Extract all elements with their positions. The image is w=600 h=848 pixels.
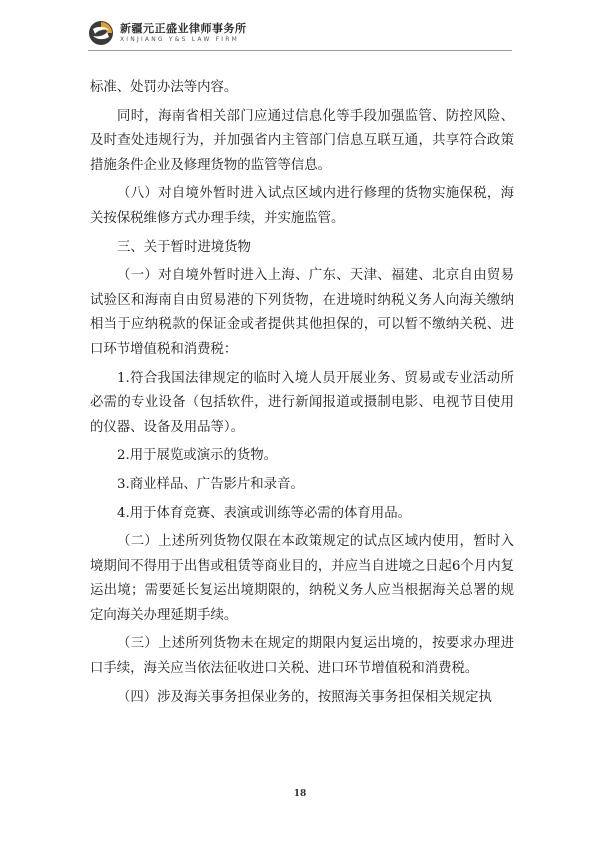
paragraph: （三）上述所列货物未在规定的期限内复运出境的，按要求办理进口手续，海关应当依法征收进口关税、进口环节增值税和消费税。: [90, 636, 514, 677]
document-body: [90, 76, 514, 714]
list-item: 4.用于体育竞赛、表演或训练等必需的体育用品。: [117, 505, 411, 521]
firm-name-cn: 新疆元正盛业律师事务所: [120, 22, 247, 35]
page-number: 18: [293, 789, 307, 799]
paragraph: （一）对自境外暂时进入上海、广东、天津、福建、北京自由贸易试验区和海南自由贸易港的下列货物，在进境时纳税义务人向海关缴纳相当于应纳税款的保证金或者提供其他担保的，可以暂不缴纳关税、进口环节增值税和消费税：: [90, 268, 514, 357]
paragraph: （四）涉及海关事务担保业务的，按照海关事务担保相关规定执: [117, 689, 492, 705]
firm-name-en: XINJIANG Y&S LAW FIRM: [120, 36, 239, 43]
page-header: [88, 18, 247, 48]
firm-logo-icon: [88, 20, 114, 46]
paragraph: （八）对自境外暂时进入试点区域内进行修理的货物实施保税，海关按保税维修方式办理手续，并实施监管。: [90, 186, 514, 226]
paragraph: （二）上述所列货物仅限在本政策规定的试点区域内使用，暂时入境期间不得用于出售或租赁等商业目的，并应当自进境之日起6个月内复运出境；需要延长复运出境期限的，纳税义务人应当根据海关总署的规定向海关办理延期手续。: [90, 534, 514, 623]
header-divider: [88, 50, 512, 51]
section-heading: 三、关于暂时进境货物: [117, 239, 251, 255]
list-item: 3.商业样品、广告影片和录音。: [117, 476, 304, 492]
paragraph: 同时，海南省相关部门应通过信息化等手段加强监管、防控风险、及时查处违规行为，并加强省内主管部门信息互联互通，共享符合政策措施条件企业及修理货物的监管等信息。: [90, 108, 514, 173]
firm-name: [120, 23, 247, 43]
list-item: 2.用于展览或演示的货物。: [117, 448, 278, 464]
list-item: 1.符合我国法律规定的临时入境人员开展业务、贸易或专业活动所必需的专业设备（包括软件，进行新闻报道或摄制电影、电视节目使用的仪器、设备及用品等）。: [90, 370, 514, 435]
paragraph: 标准、处罚办法等内容。: [90, 80, 238, 95]
